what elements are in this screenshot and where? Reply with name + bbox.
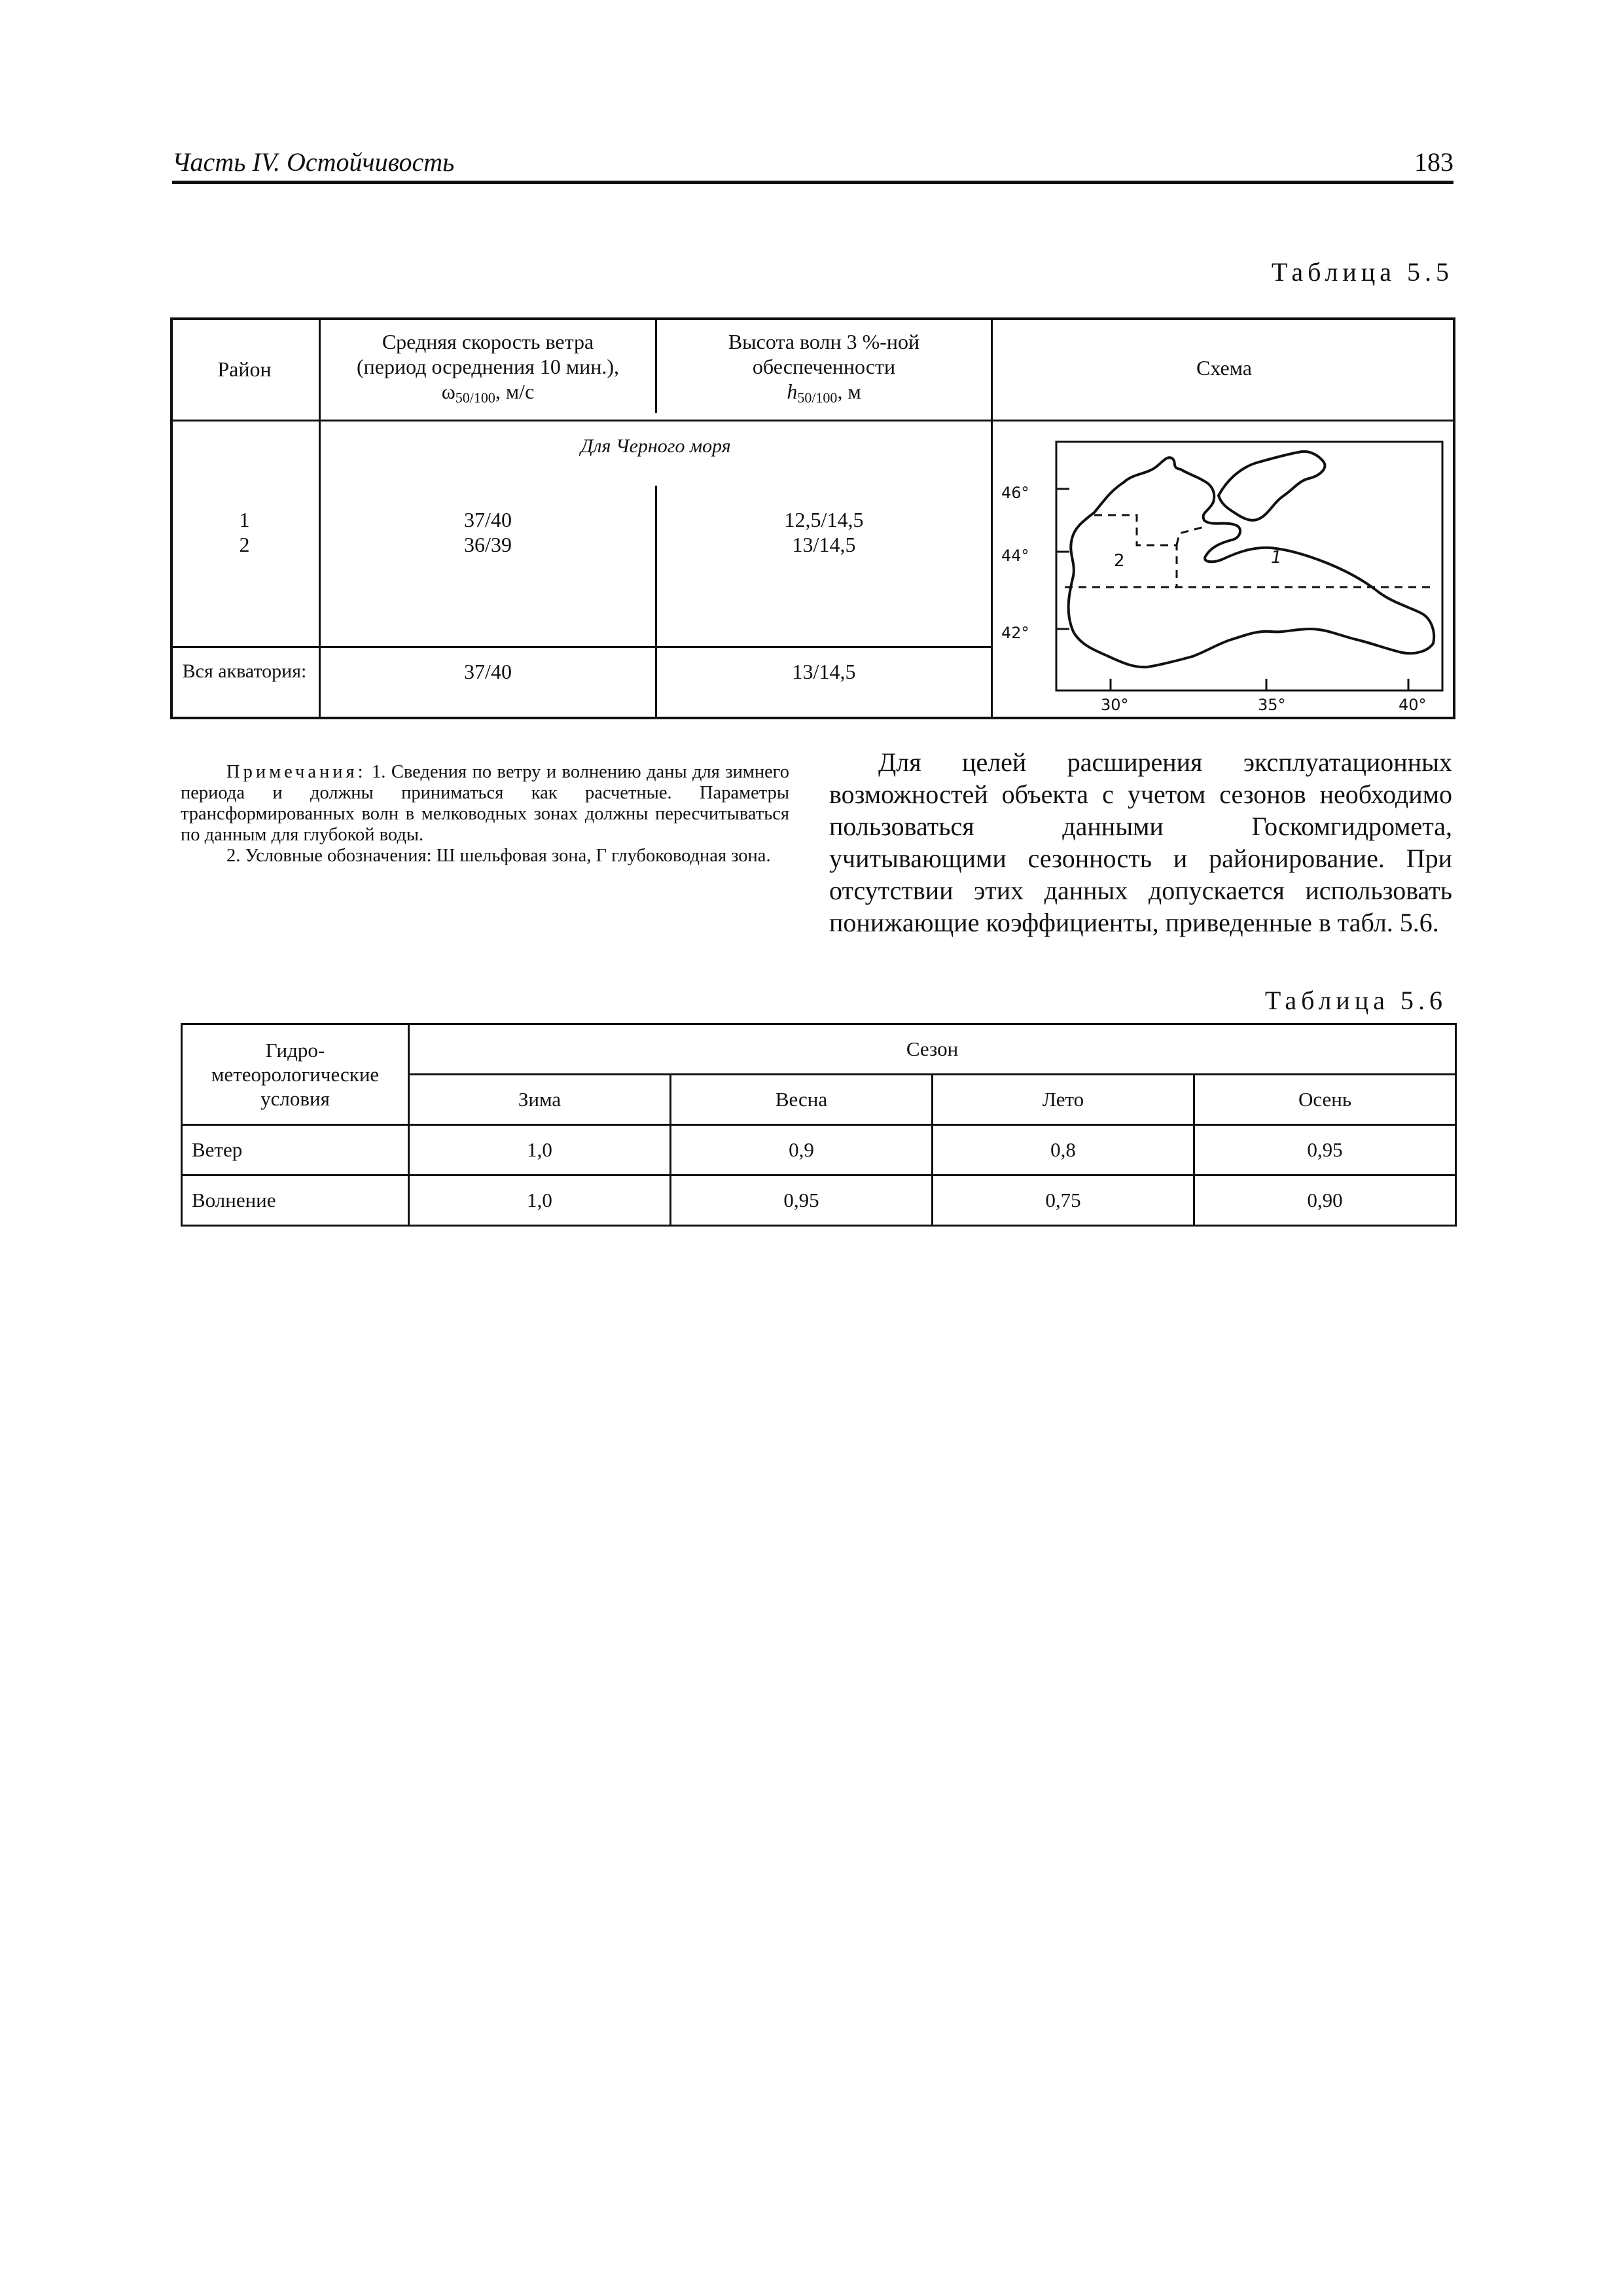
- lat-label-46: 46°: [1001, 484, 1029, 502]
- t56-row-wind-spring: 0,9: [671, 1125, 933, 1175]
- t56-season-summer: Лето: [933, 1075, 1194, 1125]
- t55-header-wind: [321, 329, 655, 410]
- t56-row-waves-spring: 0,95: [671, 1175, 933, 1226]
- t56-season-winter: Зима: [409, 1075, 671, 1125]
- t56-row-wind-label: Ветер: [182, 1125, 409, 1175]
- lon-label-30: 30°: [1101, 696, 1129, 714]
- body-paragraph: [829, 746, 1452, 939]
- t56-header-season: Сезон: [409, 1024, 1456, 1075]
- wind-unit: , м/с: [495, 380, 535, 403]
- notes-label: Примечания:: [226, 762, 366, 782]
- t56-row-waves-autumn: 0,90: [1194, 1175, 1456, 1226]
- t56-row-waves-summer: 0,75: [933, 1175, 1194, 1226]
- t55-section-title: Для Черного моря: [580, 435, 731, 457]
- lon-label-35: 35°: [1258, 696, 1286, 714]
- t55-header-region: Район: [217, 357, 272, 381]
- t56-row-wind-autumn: 0,95: [1194, 1125, 1456, 1175]
- wind-symbol: ω: [441, 380, 455, 403]
- t55-row-1-region: 1: [239, 508, 250, 531]
- running-head: [172, 143, 1454, 184]
- lat-label-44: 44°: [1001, 547, 1029, 565]
- lat-label-42: 42°: [1001, 624, 1029, 642]
- t55-header-wind-line1: Средняя скорость ветра: [382, 330, 594, 353]
- t55-total-region: Вся акватория:: [182, 660, 307, 682]
- page-number: 183: [1414, 147, 1454, 177]
- zone-boundary-dashed: [1094, 515, 1204, 587]
- part-title: Часть IV. Остойчивость: [172, 147, 455, 177]
- note-2: 2. Условные обозначения: Ш шельфовая зона, Г глубоководная зона.: [226, 846, 771, 866]
- wave-symbol: h: [787, 380, 798, 403]
- t56-header-conditions: [182, 1024, 409, 1125]
- t55-total-wind: 37/40: [464, 660, 512, 683]
- t55-row-1-wind: 37/40: [464, 508, 512, 531]
- table-notes: [181, 762, 789, 867]
- wind-subscript: 50/100: [455, 389, 495, 406]
- t55-row-1-wave: 12,5/14,5: [784, 508, 864, 531]
- t55-row-2-wave: 13/14,5: [792, 533, 856, 556]
- t55-total-rule: [170, 646, 993, 648]
- wave-unit: , м: [837, 380, 861, 403]
- table-5-6: [181, 1023, 1457, 1227]
- sea-of-azov-coast: [1219, 452, 1325, 520]
- t56-header-conditions-line3: условия: [260, 1087, 330, 1110]
- t55-row-2-region: 2: [239, 533, 250, 556]
- black-sea-scheme-map: [996, 435, 1452, 717]
- t55-header-wave-line2: обеспеченности: [752, 355, 896, 378]
- t55-header-wave: [657, 329, 991, 410]
- t55-header-scheme: Схема: [1196, 356, 1252, 380]
- t56-season-spring: Весна: [671, 1075, 933, 1125]
- t56-row-wind-summer: 0,8: [933, 1125, 1194, 1175]
- note-1: [181, 762, 789, 846]
- t55-header-wind-line3: [321, 379, 655, 410]
- t56-row-waves-label: Волнение: [182, 1175, 409, 1226]
- t56-row-waves-winter: 1,0: [409, 1175, 671, 1226]
- lon-label-40: 40°: [1399, 696, 1427, 714]
- t56-header-row-1: [182, 1024, 1456, 1075]
- table-5-5: [170, 317, 1455, 719]
- t55-header-wave-line3: [657, 379, 991, 410]
- note-1-text: 1. Сведения по ветру и волнению даны для зимнего периода и должны приниматься как расчетные. Параметры трансформированных волн в мелководных зонах должны пересчитываться по данным для глубокой воды.: [181, 762, 789, 845]
- t56-row-wind: [182, 1125, 1456, 1175]
- t55-header-wave-line1: Высота волн 3 %-ной: [728, 330, 920, 353]
- t55-header-wind-line2: (период осреднения 10 мин.),: [357, 355, 619, 378]
- body-paragraph-text: Для целей расширения эксплуатационных возможностей объекта с учетом сезонов необходимо пользоваться данными Госкомгидромета, учитывающими сезонность и районирование. При отсутствии этих данных допускается использовать понижающие коэффициенты, приведенные в табл. 5.6.: [829, 747, 1452, 937]
- t56-season-autumn: Осень: [1194, 1075, 1456, 1125]
- wave-subscript: 50/100: [797, 389, 838, 406]
- t56-header-conditions-line1: Гидро-: [265, 1039, 325, 1062]
- zone-label-1: 1: [1271, 548, 1282, 567]
- t56-row-waves: [182, 1175, 1456, 1226]
- t55-row-2-wind: 36/39: [464, 533, 512, 556]
- t56-row-wind-winter: 1,0: [409, 1125, 671, 1175]
- table-5-5-caption: Таблица 5.5: [1271, 257, 1454, 287]
- t55-total-wave: 13/14,5: [792, 660, 856, 683]
- t55-header-rule: [170, 420, 1455, 422]
- zone-label-2: 2: [1114, 551, 1125, 571]
- t56-header-conditions-line2: метеорологические: [211, 1063, 380, 1086]
- table-5-6-caption: Таблица 5.6: [1264, 986, 1447, 1015]
